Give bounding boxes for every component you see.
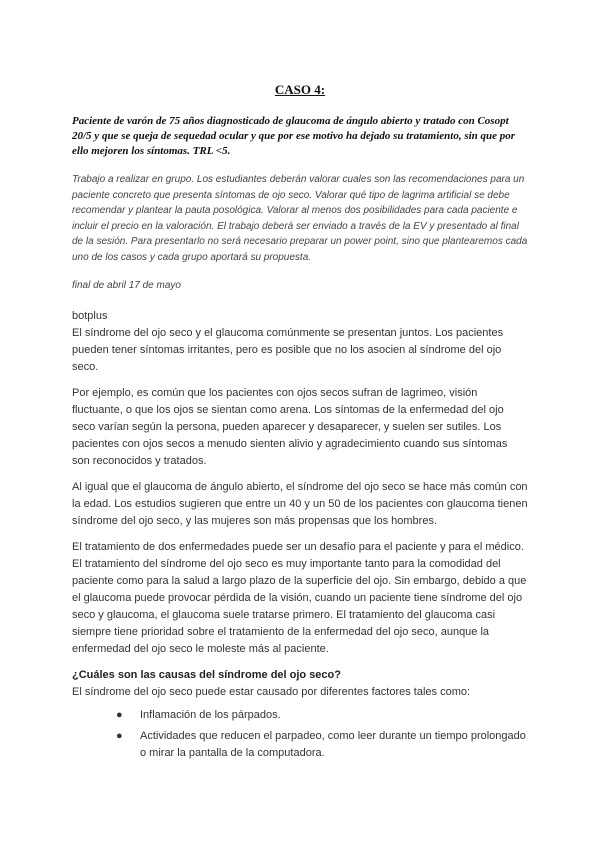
list-item bbox=[116, 707, 528, 724]
document-page bbox=[72, 82, 528, 766]
list-item-text: Inflamación de los párpados. bbox=[140, 709, 281, 721]
body-paragraph-1: El síndrome del ojo seco y el glaucoma comúnmente se presentan juntos. Los pacientes pueden tener síntomas irritantes, pero es posible que no los asocien al síndrome del ojo seco. bbox=[72, 327, 504, 373]
case-description: Paciente de varón de 75 años diagnosticado de glaucoma de ángulo abierto y tratado con Cosopt 20/5 y que se queja de sequedad ocular y que por ese motivo ha dejado su tratamiento, sin que por ello mejoren los síntomas. TRL <5. bbox=[72, 115, 516, 157]
body-paragraph-4: El tratamiento de dos enfermedades puede ser un desafío para el paciente y para el médico. El tratamiento del síndrome del ojo seco es muy importante tanto para la comodidad del paciente como para la salud a largo plazo de la superficie del ojo. Sin embargo, debido a que el glaucoma puede provocar pérdida de la visión, cuando un paciente tiene síndrome del ojo seco y glaucoma, el glaucoma suele tratarse primero. El tratamiento del glaucoma casi siempre tiene prioridad sobre el tratamiento de la enfermedad del ojo seco, aunque la enfermedad del ojo seco le moleste más al paciente. bbox=[72, 541, 527, 655]
causes-list bbox=[116, 707, 528, 762]
source-label: botplus bbox=[72, 310, 108, 322]
assignment-instructions: Trabajo a realizar en grupo. Los estudiantes deberán valorar cuales son las recomendaciones para un paciente concreto que presenta síntomas de ojo seco. Valorar qué tipo de lagrima artificial se debe recomendar y plantear la pauta posológica. Valorar al menos dos posibilidades para cada paciente e incluir el precio en la valoración. El trabajo deberá ser enviado a través de la EV y presentado al final de la sesión. Para presentarlo no será necesario preparar un power point, sino que plantearemos cada uno de los casos y cada grupo aportará su propuesta. bbox=[72, 174, 528, 263]
causes-intro: El síndrome del ojo seco puede estar causado por diferentes factores tales como: bbox=[72, 686, 471, 698]
list-item bbox=[116, 728, 528, 762]
body-paragraph-3: Al igual que el glaucoma de ángulo abierto, el síndrome del ojo seco se hace más común con la edad. Los estudios sugieren que entre un 40 y un 50 de los pacientes con glaucoma tienen síndrome del ojo seco, y las mujeres son más propensas que los hombres. bbox=[72, 481, 528, 527]
causes-heading: ¿Cuáles son las causas del síndrome del ojo seco? bbox=[72, 669, 341, 681]
bullet-icon: ● bbox=[116, 730, 123, 742]
document-title: CASO 4: bbox=[274, 82, 326, 97]
body-paragraph-2: Por ejemplo, es común que los pacientes con ojos secos sufran de lagrimeo, visión fluctuante, o que los ojos se sientan como arena. Los síntomas de la enfermedad del ojo seco varían según la persona, pueden aparecer y desaparecer, y suelen ser sutiles. Los pacientes con ojos secos a menudo sienten alivio y agradecimiento cuando sus síntomas son reconocidos y tratados. bbox=[72, 387, 508, 467]
deadline-note: final de abril 17 de mayo bbox=[72, 280, 181, 291]
bullet-icon: ● bbox=[116, 709, 123, 721]
list-item-text: Actividades que reducen el parpadeo, como leer durante un tiempo prolongado o mirar la pantalla de la computadora. bbox=[140, 730, 526, 759]
